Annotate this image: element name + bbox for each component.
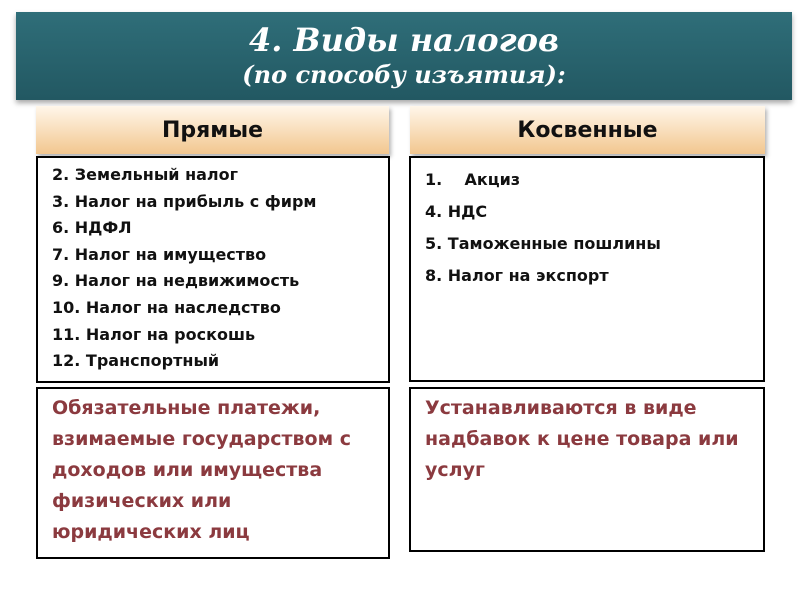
indirect-taxes-header: Косвенные	[410, 106, 765, 154]
direct-taxes-definition	[36, 387, 390, 559]
list-item: 3. Налог на прибыль с фирм	[52, 191, 317, 211]
list-item: 2. Земельный налог	[52, 165, 238, 184]
direct-taxes-header: Прямые	[36, 106, 389, 154]
title-subtitle: (по способу изъятия):	[242, 60, 566, 89]
title-banner	[16, 12, 792, 100]
list-item: 5. Таможенные пошлины	[425, 234, 661, 253]
definition-text: Устанавливаются в виде надбавок к цене товара или услуг	[425, 397, 739, 481]
list-item: 6. НДФЛ	[52, 218, 132, 238]
indirect-taxes-definition	[409, 387, 765, 552]
list-item: 4. НДС	[425, 202, 488, 221]
title-main: 4. Виды налогов	[249, 21, 559, 59]
list-item: 8. Налог на экспорт	[425, 266, 609, 285]
list-item: 7. Налог на имущество	[52, 244, 267, 264]
list-item: 1. Акциз	[425, 170, 521, 189]
list-item: 12. Транспортный	[52, 351, 220, 371]
indirect-taxes-list	[409, 156, 765, 382]
list-item: 10. Налог на наследство	[52, 297, 281, 317]
list-item: 11. Налог на роскошь	[52, 324, 256, 344]
list-item: 9. Налог на недвижимость	[52, 271, 300, 291]
direct-taxes-list	[36, 156, 390, 383]
definition-text: Обязательные платежи, взимаемые государством с доходов или имущества физических или юридических лиц	[52, 397, 351, 543]
